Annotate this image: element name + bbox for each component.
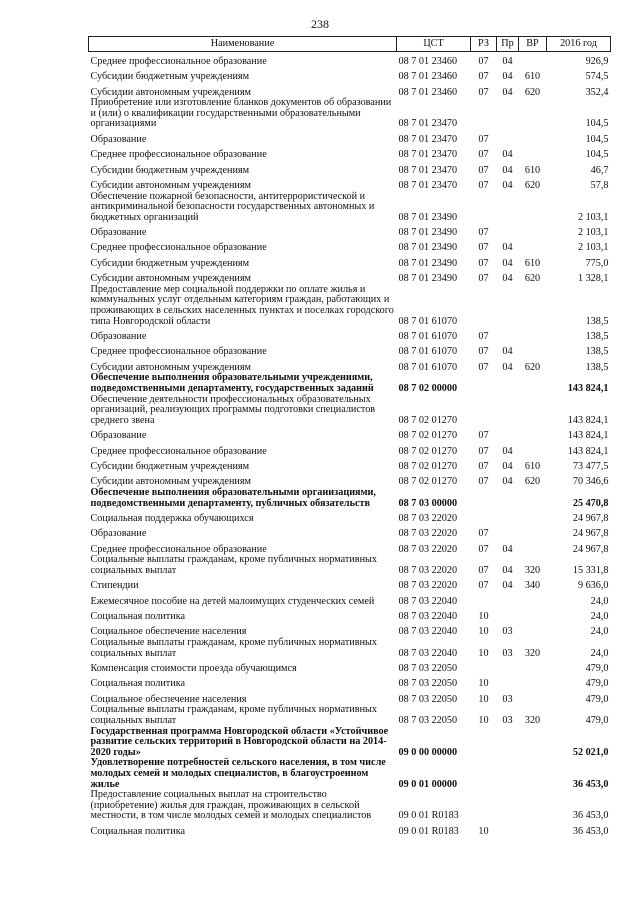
row-cst-cell: 08 7 03 22040 (398, 626, 458, 638)
row-name-cell: Обеспечение деятельности профессиональных образовательных организаций, реализующих программы подготовки специалистов среднего звена (90, 393, 376, 426)
row-name-cell: Образование (90, 528, 147, 540)
row-cst-cell: 08 7 01 23460 (398, 86, 458, 98)
row-rz-cell: 07 (478, 460, 489, 472)
row-vr-cell (519, 239, 547, 254)
row-vr-cell (519, 822, 547, 837)
row-pr-cell (497, 592, 519, 607)
row-name-cell: Предоставление мер социальной поддержки по оплате жилья и коммунальных услуг отдельным категориям граждан, работающих и проживающих в сельских населенных пунктах и поселках городского типа Новгородской области (90, 283, 394, 327)
row-rz-cell: 07 (478, 86, 489, 98)
row-vr-cell (519, 790, 547, 822)
row-value-cell: 52 021,0 (572, 746, 609, 758)
table-row (89, 130, 611, 145)
row-name-cell: Среднее профессиональное образование (90, 346, 267, 358)
row-pr-cell (497, 675, 519, 690)
row-vr-cell: 320 (524, 715, 541, 726)
row-name-cell: Субсидии автономным учреждениям (90, 361, 251, 373)
row-vr-cell (519, 327, 547, 342)
row-cst-cell: 08 7 02 00000 (398, 383, 458, 394)
row-name-cell: Среднее профессиональное образование (90, 445, 267, 457)
row-vr-cell: 320 (524, 564, 541, 576)
row-cst-cell: 08 7 03 22020 (398, 543, 458, 555)
row-name-cell: Компенсация стоимости проезда обучающимся (90, 663, 297, 675)
row-vr-cell: 340 (524, 580, 541, 592)
table-row (89, 555, 611, 576)
row-pr-cell: 04 (502, 476, 513, 488)
row-name-cell: Образование (90, 430, 147, 442)
table-row (89, 540, 611, 555)
row-name-cell: Социальные выплаты гражданам, кроме публичных нормативных социальных выплат (90, 637, 377, 659)
table-row (89, 607, 611, 622)
row-vr-cell: 620 (524, 476, 541, 488)
column-header-pr: Пр (497, 37, 519, 52)
row-cst-cell: 08 7 01 23470 (398, 179, 458, 191)
row-pr-cell: 04 (502, 164, 513, 176)
row-pr-cell (497, 727, 519, 759)
row-rz-cell (471, 285, 497, 327)
row-pr-cell (497, 223, 519, 238)
row-value-cell: 104,5 (585, 118, 609, 130)
row-cst-cell: 08 7 03 22020 (398, 528, 458, 540)
table-row (89, 442, 611, 457)
row-vr-cell (519, 373, 547, 394)
row-cst-cell: 08 7 03 22050 (398, 678, 458, 690)
row-pr-cell: 04 (502, 179, 513, 191)
row-value-cell: 574,5 (585, 71, 609, 83)
row-name-cell: Государственная программа Новгородской области «Устойчивое развитие сельских территорий в Новгородской области на 2014-2020 годы» (90, 725, 389, 758)
row-pr-cell (497, 285, 519, 327)
row-pr-cell (497, 509, 519, 524)
row-pr-cell (497, 525, 519, 540)
table-row (89, 659, 611, 674)
row-vr-cell (519, 395, 547, 427)
table-row (89, 67, 611, 82)
row-value-cell: 46,7 (590, 164, 609, 176)
row-rz-cell (471, 592, 497, 607)
row-cst-cell: 08 7 01 23470 (398, 133, 458, 145)
row-value-cell: 2 103,1 (577, 211, 609, 223)
row-pr-cell (497, 327, 519, 342)
row-value-cell: 25 470,8 (572, 497, 609, 509)
row-name-cell: Субсидии бюджетным учреждениям (90, 257, 250, 269)
table-row (89, 145, 611, 160)
row-value-cell: 2 103,1 (577, 242, 609, 254)
row-vr-cell (519, 540, 547, 555)
row-rz-cell (471, 659, 497, 674)
row-pr-cell (497, 822, 519, 837)
row-value-cell: 24 967,8 (572, 543, 609, 555)
column-header-rz: РЗ (471, 37, 497, 52)
table-row (89, 358, 611, 373)
row-rz-cell: 07 (478, 543, 489, 555)
table-row (89, 727, 611, 759)
table-row (89, 758, 611, 790)
row-name-cell: Стипендии (90, 580, 139, 592)
table-row (89, 52, 611, 68)
row-name-cell: Обеспечение пожарной безопасности, антитеррористической и антикриминальной безопасности государственных автономных и бюджетных организаций (90, 190, 375, 223)
row-value-cell: 24,0 (590, 626, 609, 638)
row-cst-cell: 08 7 01 61070 (398, 331, 458, 343)
table-row (89, 285, 611, 327)
row-rz-cell: 07 (478, 273, 489, 285)
row-rz-cell (471, 509, 497, 524)
row-vr-cell: 610 (524, 257, 541, 269)
row-value-cell: 479,0 (585, 693, 609, 705)
row-rz-cell (471, 790, 497, 822)
row-vr-cell: 620 (524, 361, 541, 373)
row-cst-cell: 08 7 01 23460 (398, 71, 458, 83)
row-pr-cell (497, 192, 519, 224)
row-vr-cell (519, 52, 547, 68)
row-cst-cell: 08 7 03 22040 (398, 611, 458, 623)
row-rz-cell: 10 (478, 825, 489, 837)
row-name-cell: Обеспечение выполнения образовательными учреждениями, подведомственными департаменту, государственных заданий (90, 372, 374, 394)
row-cst-cell: 09 0 00 00000 (398, 746, 458, 758)
row-rz-cell: 07 (478, 164, 489, 176)
row-pr-cell (497, 373, 519, 394)
row-name-cell: Субсидии автономным учреждениям (90, 476, 251, 488)
row-rz-cell (471, 758, 497, 790)
row-vr-cell (519, 509, 547, 524)
row-vr-cell (519, 130, 547, 145)
row-name-cell: Социальное обеспечение населения (90, 693, 247, 705)
row-cst-cell: 08 7 03 22020 (398, 564, 458, 576)
row-vr-cell (519, 690, 547, 705)
row-name-cell: Ежемесячное пособие на детей малоимущих студенческих семей (90, 595, 375, 607)
row-cst-cell: 08 7 03 22050 (398, 715, 458, 726)
row-cst-cell: 08 7 02 01270 (398, 460, 458, 472)
row-cst-cell: 08 7 03 22020 (398, 512, 458, 524)
table-row (89, 675, 611, 690)
row-pr-cell: 04 (502, 361, 513, 373)
row-pr-cell (497, 607, 519, 622)
row-name-cell: Субсидии бюджетным учреждениям (90, 460, 250, 472)
row-rz-cell (471, 98, 497, 130)
row-value-cell: 926,9 (585, 55, 609, 67)
row-name-cell: Среднее профессиональное образование (90, 242, 267, 254)
row-value-cell: 9 636,0 (577, 580, 609, 592)
row-pr-cell: 04 (502, 580, 513, 592)
row-name-cell: Социальная поддержка обучающихся (90, 512, 254, 524)
row-rz-cell: 07 (478, 476, 489, 488)
row-vr-cell (519, 285, 547, 327)
row-rz-cell: 07 (478, 133, 489, 145)
row-pr-cell: 03 (502, 693, 513, 705)
table-row (89, 822, 611, 837)
row-pr-cell: 04 (502, 346, 513, 358)
table-row (89, 473, 611, 488)
row-name-cell: Субсидии автономным учреждениям (90, 273, 251, 285)
row-value-cell: 24 967,8 (572, 512, 609, 524)
row-value-cell: 73 477,5 (572, 460, 609, 472)
row-name-cell: Предоставление социальных выплат на строительство (приобретение) жилья для граждан, проживающих в сельской местности, в том числе молодых семей и молодых специалистов (90, 789, 372, 822)
row-pr-cell: 03 (502, 647, 513, 659)
row-rz-cell: 07 (478, 149, 489, 161)
row-rz-cell: 07 (478, 55, 489, 67)
table-row (89, 161, 611, 176)
row-pr-cell: 04 (502, 257, 513, 269)
row-vr-cell: 610 (524, 460, 541, 472)
column-header-vr: ВР (519, 37, 547, 52)
row-rz-cell: 10 (478, 647, 489, 659)
row-name-cell: Социальные выплаты гражданам, кроме публичных нормативных социальных выплат (90, 704, 377, 726)
row-pr-cell (497, 758, 519, 790)
row-value-cell: 143 824,1 (567, 445, 609, 457)
table-row (89, 638, 611, 659)
row-rz-cell (471, 373, 497, 394)
row-value-cell: 138,5 (585, 361, 609, 373)
row-value-cell: 36 453,0 (572, 810, 609, 822)
row-rz-cell: 07 (478, 71, 489, 83)
table-row (89, 525, 611, 540)
row-rz-cell: 10 (478, 611, 489, 623)
row-name-cell: Субсидии автономным учреждениям (90, 179, 251, 191)
row-name-cell: Обеспечение выполнения образовательными организациями, подведомственными департаменту, публичных обязательств (90, 486, 376, 509)
row-name-cell: Среднее профессиональное образование (90, 149, 267, 161)
table-body (89, 52, 611, 838)
row-pr-cell: 04 (502, 564, 513, 576)
row-cst-cell: 08 7 01 23470 (398, 118, 458, 130)
row-rz-cell: 07 (478, 346, 489, 358)
row-vr-cell (519, 623, 547, 638)
row-rz-cell (471, 395, 497, 427)
row-cst-cell: 09 0 01 R0183 (398, 810, 459, 822)
row-pr-cell (497, 426, 519, 441)
row-cst-cell: 09 0 01 R0183 (398, 825, 459, 837)
table-header-row (89, 37, 611, 52)
row-pr-cell (497, 790, 519, 822)
row-cst-cell: 08 7 02 01270 (398, 445, 458, 457)
row-cst-cell: 08 7 01 61070 (398, 315, 458, 327)
row-pr-cell: 04 (502, 273, 513, 285)
row-pr-cell: 04 (502, 55, 513, 67)
row-vr-cell: 620 (524, 273, 541, 285)
row-rz-cell: 07 (478, 580, 489, 592)
row-rz-cell: 07 (478, 331, 489, 343)
row-name-cell: Социальная политика (90, 678, 186, 690)
row-rz-cell: 07 (478, 242, 489, 254)
table-row (89, 98, 611, 130)
table-row (89, 457, 611, 472)
row-rz-cell: 10 (478, 626, 489, 638)
row-vr-cell (519, 525, 547, 540)
row-value-cell: 24,0 (590, 611, 609, 623)
table-row (89, 327, 611, 342)
row-pr-cell: 04 (502, 149, 513, 161)
row-pr-cell: 04 (502, 242, 513, 254)
row-value-cell: 479,0 (585, 663, 609, 675)
row-rz-cell: 07 (478, 445, 489, 457)
row-vr-cell (519, 426, 547, 441)
row-vr-cell (519, 488, 547, 509)
row-vr-cell (519, 98, 547, 130)
row-rz-cell: 07 (478, 528, 489, 540)
row-rz-cell: 10 (478, 715, 489, 726)
row-vr-cell (519, 223, 547, 238)
row-rz-cell: 07 (478, 361, 489, 373)
row-rz-cell (471, 192, 497, 224)
row-value-cell: 24,0 (590, 595, 609, 607)
row-rz-cell: 07 (478, 430, 489, 442)
row-name-cell: Образование (90, 133, 147, 145)
row-cst-cell: 09 0 01 00000 (398, 778, 458, 790)
row-cst-cell: 08 7 03 22050 (398, 663, 458, 675)
row-vr-cell (519, 343, 547, 358)
row-vr-cell (519, 145, 547, 160)
row-vr-cell: 620 (524, 179, 541, 191)
row-cst-cell: 08 7 02 01270 (398, 476, 458, 488)
row-value-cell: 138,5 (585, 315, 609, 327)
row-value-cell: 24,0 (590, 647, 609, 659)
table-row (89, 690, 611, 705)
row-cst-cell: 08 7 01 61070 (398, 346, 458, 358)
row-value-cell: 15 331,8 (572, 564, 609, 576)
row-pr-cell (497, 98, 519, 130)
row-vr-cell (519, 607, 547, 622)
row-name-cell: Удовлетворение потребностей сельского населения, в том числе молодых семей и молодых специалистов, в благоустроенном жилье (90, 757, 386, 790)
table-row (89, 83, 611, 98)
table-row (89, 705, 611, 726)
row-name-cell: Образование (90, 331, 147, 343)
row-vr-cell (519, 442, 547, 457)
row-rz-cell: 10 (478, 693, 489, 705)
row-value-cell: 36 453,0 (572, 778, 609, 790)
row-cst-cell: 08 7 02 01270 (398, 414, 458, 426)
row-name-cell: Социальная политика (90, 825, 186, 837)
row-rz-cell: 07 (478, 564, 489, 576)
row-value-cell: 104,5 (585, 133, 609, 145)
row-name-cell: Среднее профессиональное образование (90, 55, 267, 67)
row-vr-cell: 620 (524, 86, 541, 98)
row-value-cell: 104,5 (585, 149, 609, 161)
row-name-cell: Субсидии бюджетным учреждениям (90, 71, 250, 83)
row-pr-cell (497, 659, 519, 674)
row-cst-cell: 08 7 02 01270 (398, 430, 458, 442)
table-row (89, 426, 611, 441)
row-rz-cell: 07 (478, 227, 489, 239)
row-value-cell: 57,8 (590, 179, 609, 191)
row-rz-cell (471, 488, 497, 509)
row-cst-cell: 08 7 01 23490 (398, 242, 458, 254)
row-vr-cell (519, 727, 547, 759)
table-row (89, 239, 611, 254)
row-cst-cell: 08 7 01 61070 (398, 361, 458, 373)
row-vr-cell: 610 (524, 164, 541, 176)
row-cst-cell: 08 7 03 22020 (398, 580, 458, 592)
row-value-cell: 2 103,1 (577, 227, 609, 239)
row-cst-cell: 08 7 01 23460 (398, 55, 458, 67)
row-cst-cell: 08 7 01 23470 (398, 149, 458, 161)
row-value-cell: 1 328,1 (577, 273, 609, 285)
row-cst-cell: 08 7 01 23490 (398, 257, 458, 269)
row-cst-cell: 08 7 01 23490 (398, 273, 458, 285)
row-name-cell: Субсидии автономным учреждениям (90, 86, 251, 98)
row-pr-cell: 04 (502, 460, 513, 472)
row-vr-cell (519, 192, 547, 224)
row-pr-cell: 03 (502, 715, 513, 726)
row-vr-cell: 320 (524, 647, 541, 659)
row-cst-cell: 08 7 01 23490 (398, 211, 458, 223)
row-pr-cell: 04 (502, 445, 513, 457)
table-row (89, 395, 611, 427)
table-row (89, 269, 611, 284)
table-row (89, 790, 611, 822)
row-value-cell: 24 967,8 (572, 528, 609, 540)
row-pr-cell (497, 488, 519, 509)
row-value-cell: 138,5 (585, 331, 609, 343)
row-vr-cell (519, 758, 547, 790)
row-name-cell: Социальное обеспечение населения (90, 626, 247, 638)
table-row (89, 488, 611, 509)
table-row (89, 343, 611, 358)
column-header-year: 2016 год (547, 37, 611, 52)
row-name-cell: Среднее профессиональное образование (90, 543, 267, 555)
row-value-cell: 479,0 (585, 715, 609, 726)
row-cst-cell: 08 7 03 22040 (398, 647, 458, 659)
column-header-cst: ЦСТ (397, 37, 471, 52)
table-row (89, 223, 611, 238)
row-name-cell: Социальные выплаты гражданам, кроме публичных нормативных социальных выплат (90, 554, 377, 576)
table-row (89, 192, 611, 224)
row-vr-cell: 610 (524, 71, 541, 83)
row-rz-cell: 07 (478, 257, 489, 269)
row-pr-cell: 04 (502, 543, 513, 555)
row-name-cell: Образование (90, 227, 147, 239)
row-cst-cell: 08 7 03 22040 (398, 595, 458, 607)
row-pr-cell (497, 395, 519, 427)
row-pr-cell: 04 (502, 71, 513, 83)
table-row (89, 576, 611, 591)
row-pr-cell: 03 (502, 626, 513, 638)
row-value-cell: 479,0 (585, 678, 609, 690)
table-row (89, 623, 611, 638)
table-row (89, 373, 611, 394)
row-cst-cell: 08 7 03 22050 (398, 693, 458, 705)
row-value-cell: 36 453,0 (572, 825, 609, 837)
row-value-cell: 775,0 (585, 257, 609, 269)
row-vr-cell (519, 592, 547, 607)
column-header-name: Наименование (89, 37, 397, 52)
row-cst-cell: 08 7 01 23470 (398, 164, 458, 176)
row-rz-cell: 10 (478, 678, 489, 690)
row-value-cell: 352,4 (585, 86, 609, 98)
row-value-cell: 143 824,1 (567, 383, 609, 394)
row-rz-cell: 07 (478, 179, 489, 191)
table-row (89, 592, 611, 607)
table-row (89, 254, 611, 269)
row-cst-cell: 08 7 01 23490 (398, 227, 458, 239)
table-row (89, 176, 611, 191)
row-cst-cell: 08 7 03 00000 (398, 497, 458, 509)
budget-table (88, 36, 611, 837)
table-row (89, 509, 611, 524)
row-value-cell: 70 346,6 (572, 476, 609, 488)
page-number: 238 (311, 17, 329, 31)
row-vr-cell (519, 659, 547, 674)
row-value-cell: 138,5 (585, 346, 609, 358)
row-name-cell: Социальная политика (90, 611, 186, 623)
row-value-cell: 143 824,1 (567, 430, 609, 442)
row-pr-cell: 04 (502, 86, 513, 98)
row-value-cell: 143 824,1 (567, 414, 609, 426)
row-name-cell: Приобретение или изготовление бланков документов об образовании и (или) о квалификации государственными образовательными организациями (90, 97, 392, 130)
row-pr-cell (497, 130, 519, 145)
row-name-cell: Субсидии бюджетным учреждениям (90, 164, 250, 176)
row-rz-cell (471, 727, 497, 759)
row-vr-cell (519, 675, 547, 690)
